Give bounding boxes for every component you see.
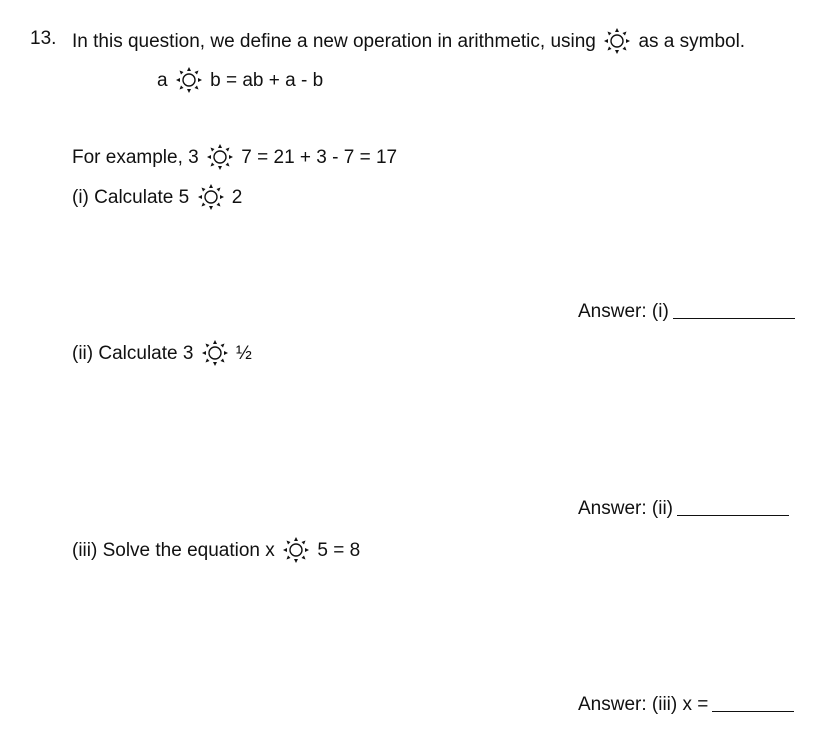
example-right: 7 = 21 + 3 - 7 = 17 <box>241 147 398 168</box>
answer-label: Answer: (ii) <box>578 498 674 519</box>
question-intro <box>72 27 745 55</box>
part-label-right: ½ <box>236 343 252 364</box>
sun-icon <box>282 536 310 564</box>
answer-i <box>578 300 795 324</box>
intro-text-end: as a symbol. <box>638 31 746 52</box>
answer-iii <box>578 693 794 717</box>
operation-definition <box>157 66 323 94</box>
answer-label: Answer: (i) <box>578 301 669 322</box>
answer-blank[interactable] <box>677 497 789 516</box>
definition-right: b = ab + a - b <box>210 70 324 91</box>
part-label-left: (iii) Solve the equation x <box>72 540 275 561</box>
answer-ii <box>578 497 789 521</box>
sun-icon <box>175 66 203 94</box>
sun-icon <box>603 27 631 55</box>
part-label-left: (ii) Calculate 3 <box>72 343 194 364</box>
answer-blank[interactable] <box>673 300 795 319</box>
intro-text: In this question, we define a new operation in arithmetic, using <box>72 31 596 52</box>
part-iii-prompt <box>72 536 360 564</box>
part-label-left: (i) Calculate 5 <box>72 187 190 208</box>
sun-icon <box>206 143 234 171</box>
example-line <box>72 143 397 171</box>
example-left: For example, 3 <box>72 147 199 168</box>
part-label-right: 2 <box>231 187 243 208</box>
answer-blank[interactable] <box>712 693 794 712</box>
answer-label: Answer: (iii) x = <box>578 694 709 715</box>
part-ii-prompt <box>72 339 252 367</box>
part-i-prompt <box>72 183 242 211</box>
part-label-right: 5 = 8 <box>317 540 361 561</box>
sun-icon <box>201 339 229 367</box>
sun-icon <box>197 183 225 211</box>
definition-left: a <box>157 70 168 91</box>
question-number: 13. <box>30 28 57 49</box>
